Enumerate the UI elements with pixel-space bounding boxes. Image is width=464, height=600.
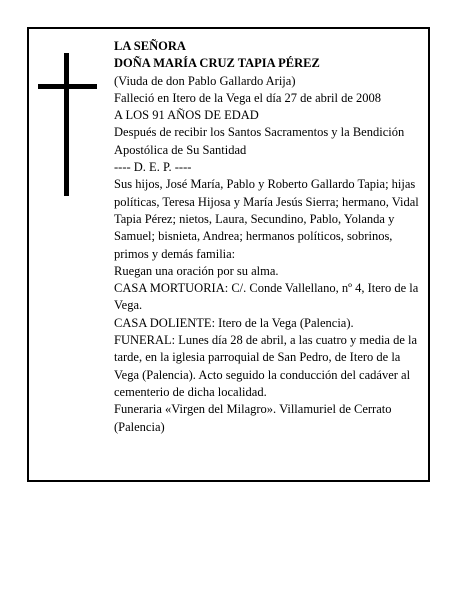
death-line: Falleció en Itero de la Vega el día 27 de abril de 2008 xyxy=(114,90,382,105)
obituary-text xyxy=(114,38,426,436)
cross-horizontal-bar xyxy=(38,84,97,89)
rip-line: ---- D. E. P. ---- xyxy=(114,160,192,175)
funeral-home-paragraph: Funeraria «Virgen del Milagro». Villamuriel de Cerrato (Palencia) xyxy=(114,402,392,434)
cross-vertical-bar xyxy=(64,53,69,196)
sacraments-paragraph: Después de recibir los Santos Sacramentos y la Bendición Apostólica de Su Santidad xyxy=(114,125,405,157)
mortuary-paragraph: CASA MORTUORIA: C/. Conde Vallellano, nº 4, Itero de la Vega. xyxy=(114,281,419,313)
title-line-1: LA SEÑORA xyxy=(114,39,186,53)
funeral-paragraph: FUNERAL: Lunes día 28 de abril, a las cuatro y media de la tarde, en la iglesia parroquial de San Pedro, de Itero de la Vega (Palencia). Acto seguido la conducción del cadáver al cementerio de dicha localidad. xyxy=(114,333,418,399)
mourning-house-line: CASA DOLIENTE: Itero de la Vega (Palencia). xyxy=(114,315,354,330)
widow-line: (Viuda de don Pablo Gallardo Arija) xyxy=(114,73,296,88)
family-paragraph: Sus hijos, José María, Pablo y Roberto Gallardo Tapia; hijas políticas, Teresa Hijosa y María Jesús Sierra; hermano, Vidal Tapia Pérez; nietos, Laura, Secundino, Pablo, Yolanda y Samuel; bisnieta, Andrea; hermanos políticos, sobrinos, primos y demás familia: xyxy=(114,177,419,261)
age-line: A LOS 91 AÑOS DE EDAD xyxy=(114,108,259,123)
deceased-name: DOÑA MARÍA CRUZ TAPIA PÉREZ xyxy=(114,56,320,71)
prayer-line: Ruegan una oración por su alma. xyxy=(114,263,279,278)
